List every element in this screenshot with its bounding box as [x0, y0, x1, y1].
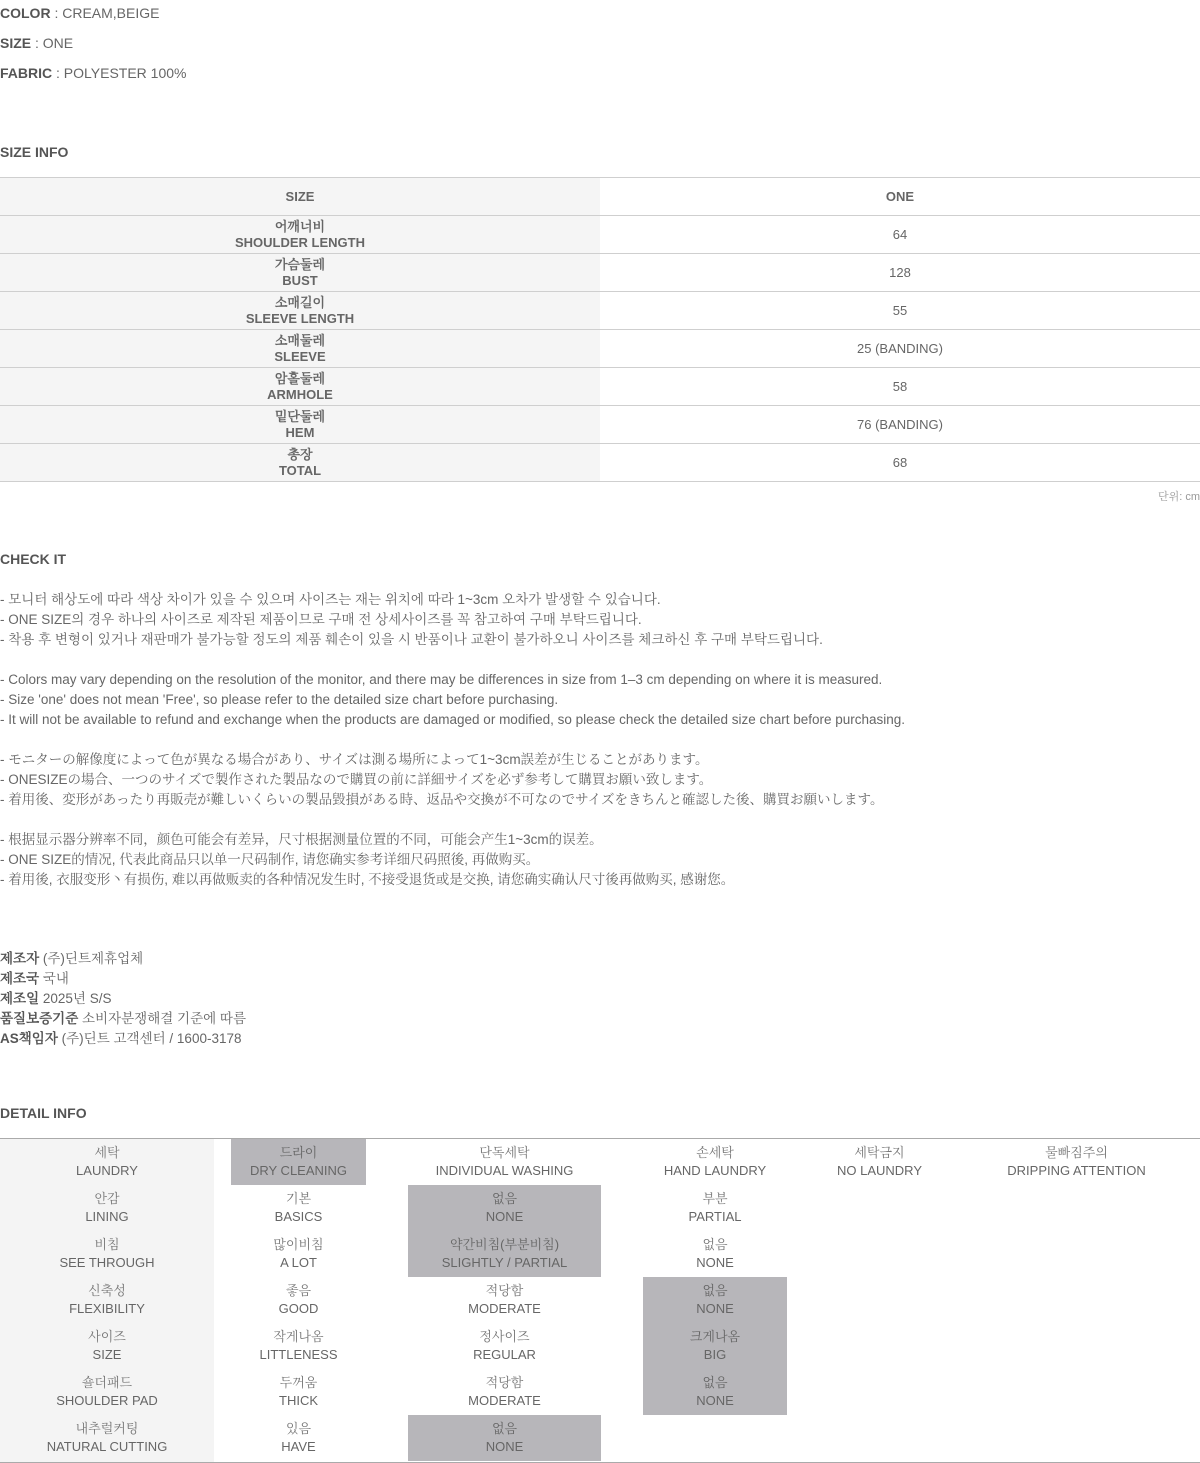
- size-table-row: [0, 216, 1200, 254]
- detail-en: NO LAUNDRY: [836, 1163, 922, 1178]
- detail-ko: 없음: [702, 1375, 728, 1390]
- unit-note: 단위: cm: [1157, 491, 1200, 503]
- detail-en: SHOULDER PAD: [56, 1393, 158, 1408]
- note-line: - ONE SIZE의 경우 하나의 사이즈로 제작된 제품이므로 구매 전 상세사이즈를 꼭 참고하여 구매 부탁드립니다.: [0, 612, 642, 627]
- maker-value: 2025년 S/S: [39, 991, 112, 1006]
- detail-option: [408, 1323, 601, 1369]
- detail-en: FLEXIBILITY: [69, 1301, 145, 1316]
- size-table-row: [0, 292, 1200, 330]
- note-line: - 根据显示器分辨率不同，颜色可能会有差异，尺寸根据测量位置的不同，可能会产生1~3cm的误差。: [0, 832, 603, 847]
- detail-en: BIG: [703, 1347, 727, 1362]
- measure-label-en: TOTAL: [278, 462, 322, 478]
- size-table-row: [0, 406, 1200, 444]
- measure-label-en: BUST: [282, 272, 318, 288]
- detail-ko: 신축성: [88, 1283, 126, 1298]
- detail-ko: 없음: [491, 1191, 518, 1206]
- detail-en: THICK: [279, 1393, 318, 1408]
- detail-en: GOOD: [278, 1301, 319, 1316]
- measure-label-en: SLEEVE: [274, 348, 326, 364]
- size-table-row: [0, 368, 1200, 406]
- size-header-value: ONE: [600, 178, 1200, 216]
- maker-line: [0, 1029, 246, 1049]
- detail-ko: 없음: [491, 1421, 518, 1436]
- note-gap: [0, 650, 1200, 670]
- measure-label-ko: 소매둘레: [274, 332, 326, 348]
- maker-value: (주)딘트제휴업체: [39, 951, 144, 966]
- detail-en: NONE: [485, 1439, 524, 1454]
- detail-ko: 내추럴커팅: [75, 1421, 139, 1436]
- detail-ko: 비침: [94, 1237, 120, 1252]
- detail-en: LITTLENESS: [259, 1347, 338, 1362]
- measure-label: [0, 216, 600, 254]
- detail-ko: 숄더패드: [81, 1375, 133, 1390]
- detail-en: NATURAL CUTTING: [46, 1439, 168, 1454]
- size-info-title: SIZE INFO: [0, 144, 69, 160]
- detail-row-label: [0, 1323, 214, 1369]
- note-line: - Colors may vary depending on the resolution of the monitor, and there may be differences in size from 1–3 cm depending on where it is measured.: [0, 672, 883, 687]
- detail-row-label: [0, 1231, 214, 1277]
- detail-ko: 드라이: [279, 1145, 318, 1160]
- detail-option-selected: [643, 1369, 787, 1415]
- measure-label-ko: 어깨너비: [274, 218, 326, 234]
- detail-en: HAND LAUNDRY: [663, 1163, 767, 1178]
- detail-row-label: [0, 1139, 214, 1185]
- detail-ko: 적당함: [485, 1283, 524, 1298]
- detail-en: DRIPPING ATTENTION: [1007, 1163, 1146, 1178]
- measure-label-en: ARMHOLE: [267, 386, 333, 402]
- measure-value: 68: [600, 444, 1200, 482]
- maker-line: [0, 949, 246, 969]
- check-it-title: CHECK IT: [0, 551, 67, 567]
- detail-en: A LOT: [280, 1255, 317, 1270]
- detail-en: SLIGHTLY / PARTIAL: [441, 1255, 568, 1270]
- measure-label: [0, 330, 600, 368]
- detail-option: [643, 1231, 787, 1277]
- detail-ko: 있음: [285, 1421, 312, 1436]
- measure-label-ko: 소매길이: [274, 294, 326, 310]
- maker-value: 소비자분쟁해결 기준에 따름: [78, 1011, 246, 1026]
- measure-label: [0, 406, 600, 444]
- note-line: - 着用後、変形があったり再販売が難しいくらいの製品毀損がある時、返品や交換が不可なのでサイズをきちんと確認した後、購買お願いします。: [0, 792, 884, 807]
- size-header-label: SIZE: [0, 178, 600, 216]
- detail-option: [408, 1139, 601, 1185]
- maker-line: [0, 1009, 246, 1029]
- detail-en: HAVE: [281, 1439, 316, 1454]
- size-table: [0, 177, 1200, 482]
- measure-label: [0, 254, 600, 292]
- note-gap: [0, 810, 1200, 830]
- maker-label: 제조국: [0, 971, 40, 986]
- detail-ko: 적당함: [485, 1375, 524, 1390]
- detail-en: PARTIAL: [688, 1209, 742, 1224]
- note-line: - Size 'one' does not mean 'Free', so please refer to the detailed size chart before purchasing.: [0, 692, 559, 707]
- detail-ko: 정사이즈: [479, 1329, 530, 1344]
- spec-color: [0, 3, 159, 23]
- size-table-row: [0, 254, 1200, 292]
- detail-option: [231, 1277, 366, 1323]
- detail-option: [408, 1369, 601, 1415]
- detail-option-selected: [408, 1415, 601, 1461]
- detail-en: LAUNDRY: [76, 1163, 138, 1178]
- detail-row-label: [0, 1369, 214, 1415]
- spec-value: : CREAM,BEIGE: [50, 5, 160, 21]
- detail-ko: 없음: [702, 1237, 728, 1252]
- measure-label-ko: 총장: [287, 446, 313, 462]
- detail-info-grid: [0, 1138, 1200, 1463]
- detail-en: NONE: [485, 1209, 524, 1224]
- detail-ko: 단독세탁: [479, 1145, 530, 1160]
- detail-ko: 부분: [702, 1191, 728, 1206]
- measure-label-ko: 가슴둘레: [274, 256, 326, 272]
- maker-label: 품질보증기준: [0, 1011, 79, 1026]
- detail-ko: 작게나옴: [273, 1329, 324, 1344]
- size-table-row: [0, 444, 1200, 482]
- size-table-header: [0, 178, 1200, 216]
- detail-option: [231, 1369, 366, 1415]
- spec-label: COLOR: [0, 5, 51, 21]
- detail-info-title: DETAIL INFO: [0, 1105, 87, 1121]
- detail-ko: 두꺼움: [279, 1375, 318, 1390]
- measure-label-en: HEM: [285, 424, 315, 440]
- detail-option: [231, 1231, 366, 1277]
- note-line: - モニターの解像度によって色が異なる場合があり、サイズは測る場所によって1~3cm誤差が生じることがあります。: [0, 752, 709, 767]
- detail-ko: 좋음: [285, 1283, 312, 1298]
- detail-en: MODERATE: [468, 1393, 541, 1408]
- detail-option-selected: [408, 1231, 601, 1277]
- detail-en: BASICS: [274, 1209, 323, 1224]
- maker-info: [0, 949, 246, 1049]
- note-line: - ONE SIZE的情况, 代表此商品只以单一尺码制作, 请您确实参考详细尺码照後, 再做购买。: [0, 852, 540, 867]
- detail-en: REGULAR: [473, 1347, 536, 1362]
- note-line: - 착용 후 변형이 있거나 재판매가 불가능할 정도의 제품 훼손이 있을 시 반품이나 교환이 불가하오니 사이즈를 체크하신 후 구매 부탁드립니다.: [0, 632, 823, 647]
- detail-row-label: [0, 1415, 214, 1461]
- detail-option-selected: [231, 1139, 366, 1185]
- detail-option-selected: [408, 1185, 601, 1231]
- measure-value: 55: [600, 292, 1200, 330]
- detail-row-label: [0, 1277, 214, 1323]
- detail-option-selected: [643, 1277, 787, 1323]
- measure-value: 76 (BANDING): [600, 406, 1200, 444]
- maker-line: [0, 989, 246, 1009]
- note-line: - 着用後, 衣服变形丶有损伤, 难以再做贩卖的各种情况发生时, 不接受退货或是交换, 请您确实确认尺寸後再做购买, 感谢您。: [0, 872, 735, 887]
- measure-value: 64: [600, 216, 1200, 254]
- note-line: - 모니터 해상도에 따라 색상 차이가 있을 수 있으며 사이즈는 재는 위치에 따라 1~3cm 오차가 발생할 수 있습니다.: [0, 592, 661, 607]
- detail-ko: 세탁금지: [854, 1145, 905, 1160]
- detail-ko: 크게나옴: [689, 1329, 741, 1344]
- detail-ko: 사이즈: [88, 1329, 126, 1344]
- spec-label: FABRIC: [0, 65, 53, 81]
- measure-label: [0, 292, 600, 330]
- spec-value: : POLYESTER 100%: [52, 65, 187, 81]
- note-line: - ONESIZEの場合、一つのサイズで製作された製品なので購買の前に詳細サイズを必ず参考して購買お願い致します。: [0, 772, 713, 787]
- maker-label: 제조일: [0, 991, 40, 1006]
- maker-label: 제조자: [0, 951, 40, 966]
- detail-ko: 많이비침: [273, 1237, 324, 1252]
- measure-label-en: SHOULDER LENGTH: [235, 234, 365, 250]
- spec-label: SIZE: [0, 35, 32, 51]
- detail-option: [972, 1139, 1181, 1185]
- detail-ko: 안감: [94, 1191, 120, 1206]
- detail-row-label: [0, 1185, 214, 1231]
- measure-value: 128: [600, 254, 1200, 292]
- detail-option: [408, 1277, 601, 1323]
- size-table-row: [0, 330, 1200, 368]
- maker-value: (주)딘트 고객센터 / 1600-3178: [57, 1031, 242, 1046]
- detail-en: DRY CLEANING: [249, 1163, 348, 1178]
- measure-value: 25 (BANDING): [600, 330, 1200, 368]
- spec-size: [0, 33, 73, 53]
- detail-option: [231, 1185, 366, 1231]
- detail-ko: 손세탁: [696, 1145, 734, 1160]
- detail-option: [643, 1139, 787, 1185]
- detail-en: SEE THROUGH: [59, 1255, 155, 1270]
- measure-label-ko: 암홀둘레: [274, 370, 326, 386]
- detail-ko: 세탁: [94, 1145, 120, 1160]
- measure-label: [0, 444, 600, 482]
- detail-option: [231, 1415, 366, 1461]
- detail-ko: 약간비침(부분비침): [449, 1237, 560, 1252]
- detail-en: NONE: [696, 1255, 734, 1270]
- detail-ko: 없음: [702, 1283, 728, 1298]
- detail-option: [787, 1139, 972, 1185]
- note-line: - It will not be available to refund and exchange when the products are damaged or modified, so please check the detailed size chart before purchasing.: [0, 712, 906, 727]
- detail-option: [231, 1323, 366, 1369]
- spec-value: : ONE: [31, 35, 74, 51]
- detail-option: [643, 1185, 787, 1231]
- detail-ko: 기본: [285, 1191, 312, 1206]
- measure-value: 58: [600, 368, 1200, 406]
- maker-label: AS책임자: [0, 1031, 58, 1046]
- detail-ko: 물빠짐주의: [1045, 1145, 1108, 1160]
- detail-option-selected: [643, 1323, 787, 1369]
- detail-en: MODERATE: [468, 1301, 541, 1316]
- maker-line: [0, 969, 246, 989]
- spec-fabric: [0, 63, 186, 83]
- check-it-notes: [0, 590, 1200, 890]
- detail-en: INDIVIDUAL WASHING: [435, 1163, 574, 1178]
- detail-en: SIZE: [92, 1347, 122, 1362]
- detail-en: LINING: [85, 1209, 129, 1224]
- maker-value: 국내: [39, 971, 69, 986]
- note-gap: [0, 730, 1200, 750]
- detail-en: NONE: [696, 1301, 734, 1316]
- detail-en: NONE: [696, 1393, 734, 1408]
- measure-label-en: SLEEVE LENGTH: [245, 310, 355, 326]
- measure-label: [0, 368, 600, 406]
- measure-label-ko: 밑단둘레: [274, 408, 326, 424]
